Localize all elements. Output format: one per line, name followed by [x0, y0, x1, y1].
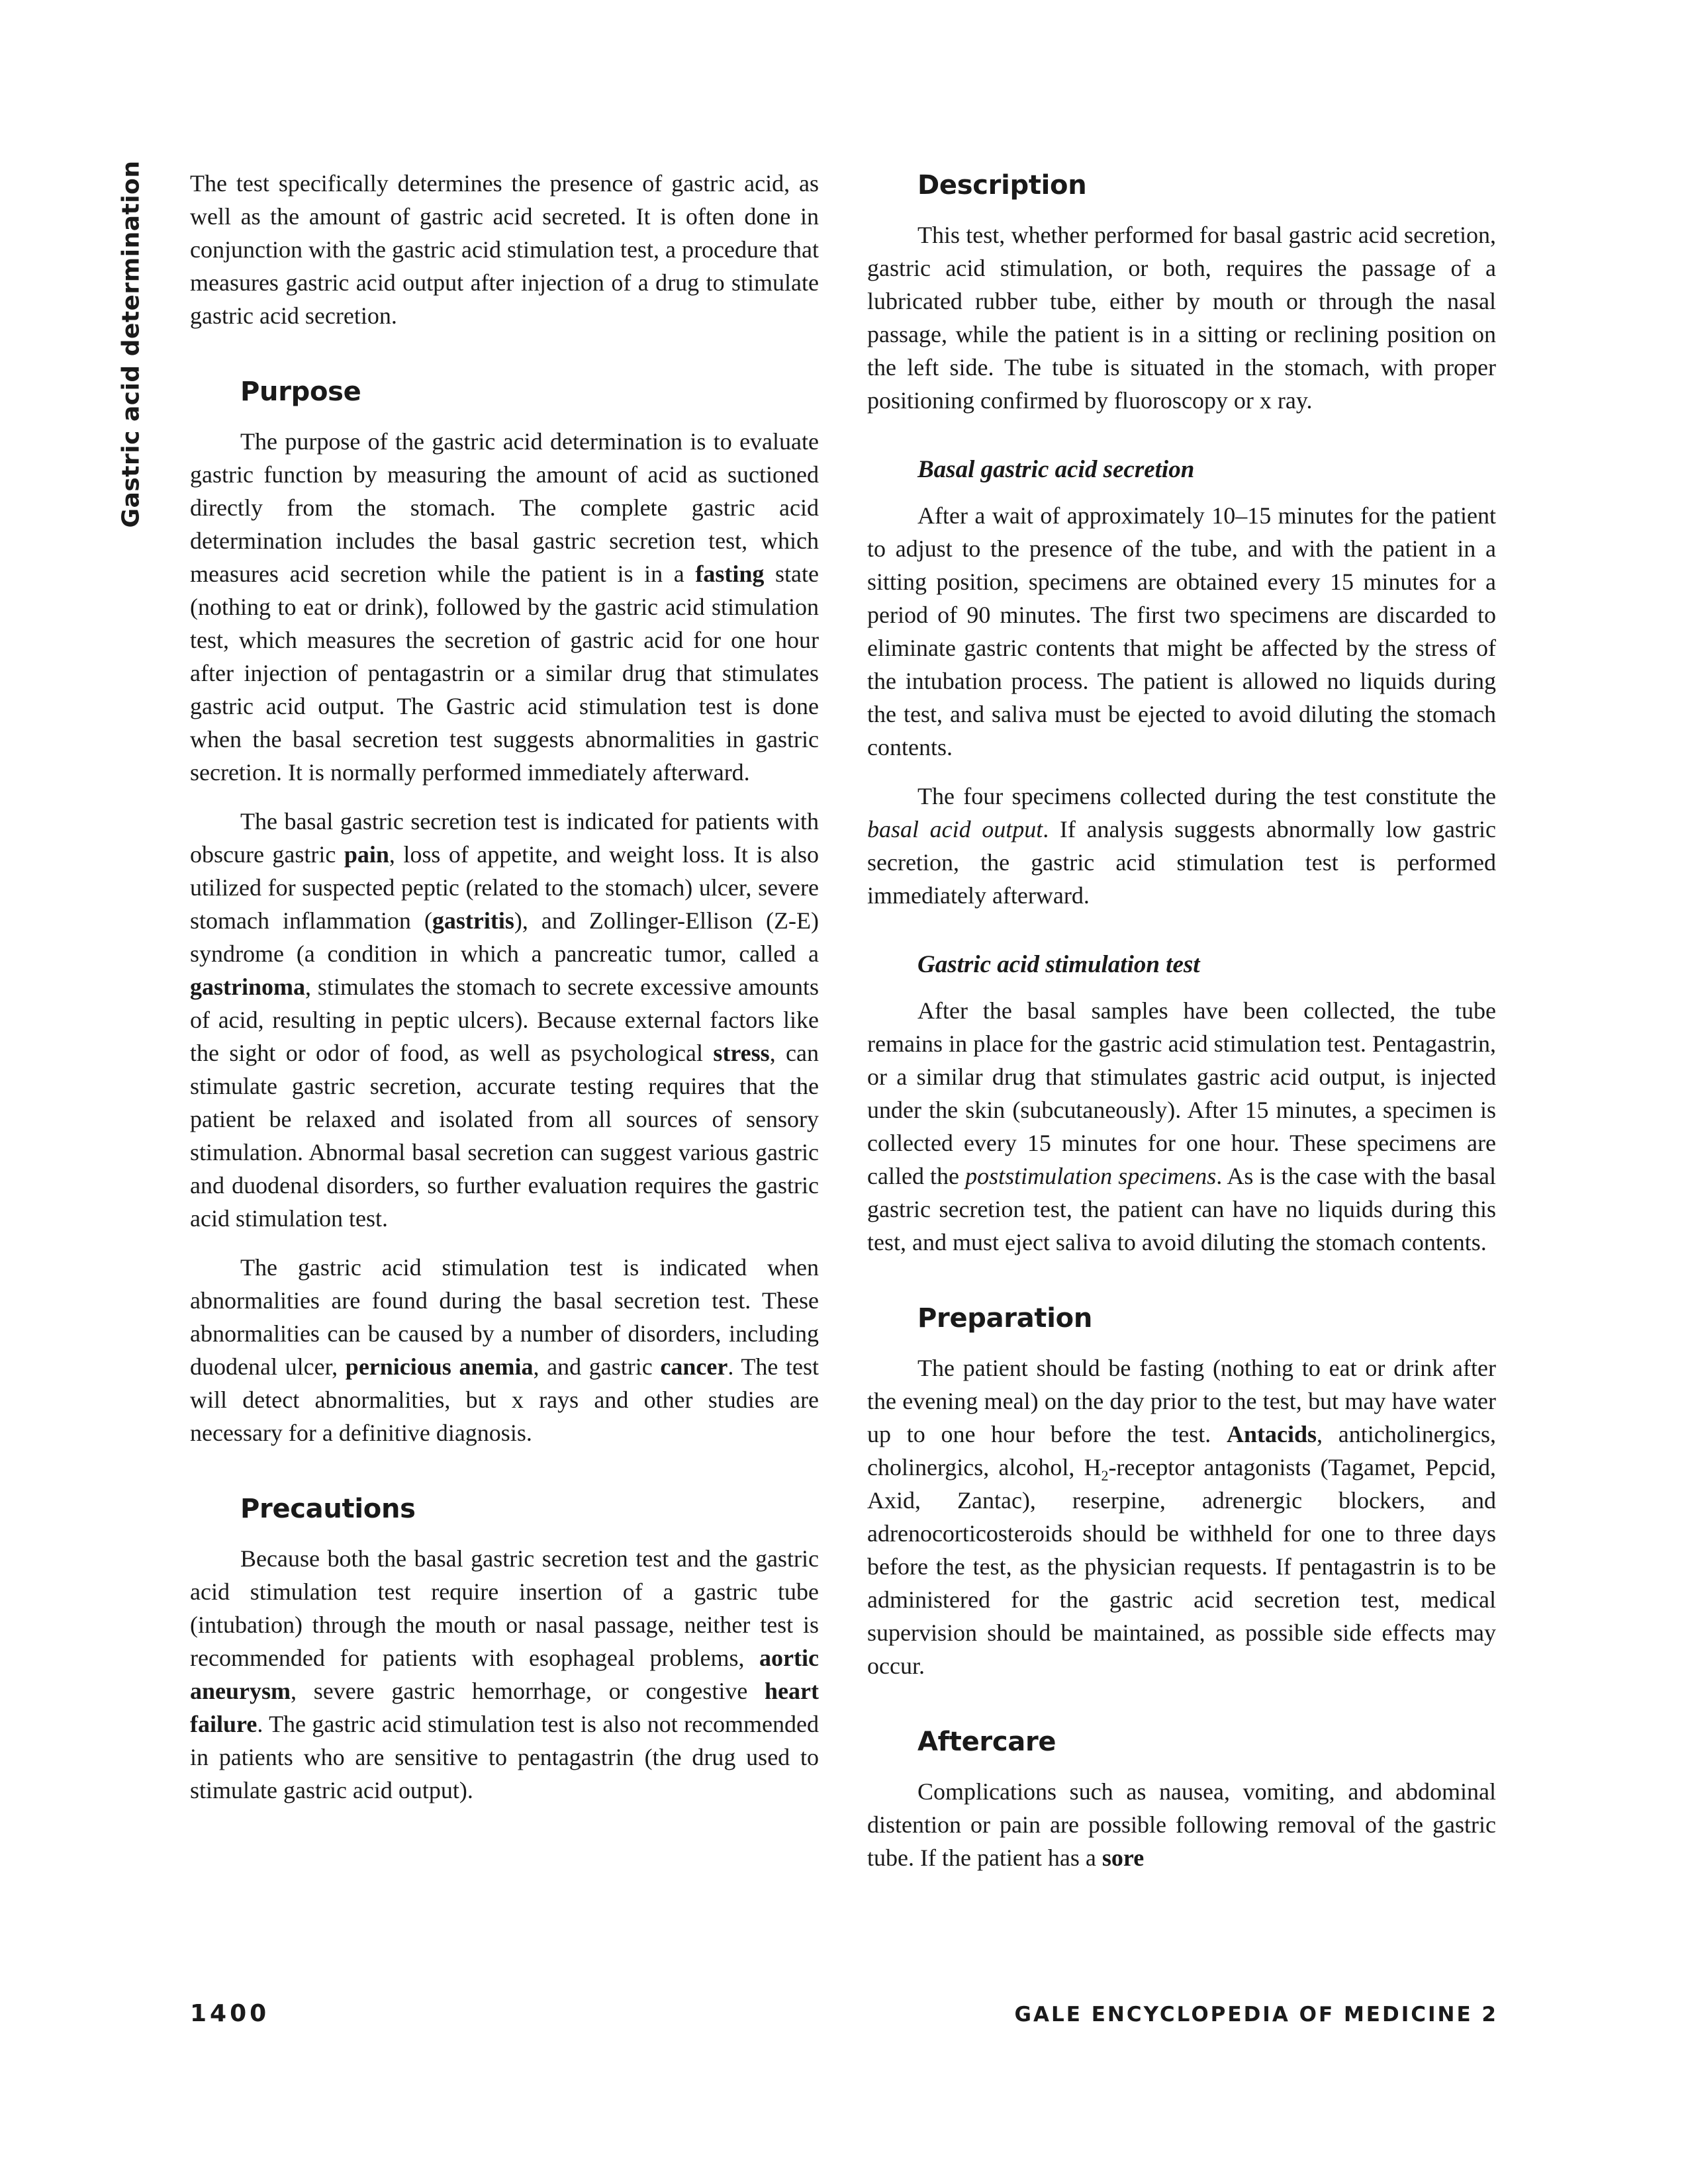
- term-pernicious-anemia[interactable]: pernicious anemia: [345, 1353, 534, 1380]
- basal-paragraph-1: After a wait of approximately 10–15 minutes for the patient to adjust to the presence of the tube, and with the patient in a sitting position, specimens are obtained every 15 minutes for a period of 90 minutes. The first two specimens are discarded to eliminate gastric contents that might be affected by the stress of the intubation process. The patient is allowed no liquids during the test, and saliva must be ejected to avoid diluting the stomach contents.: [867, 502, 1496, 760]
- purpose-paragraph-2: The basal gastric secretion test is indicated for patients with obscure gastric pain, loss of appetite, and weight loss. It is also utilized for suspected peptic (related to the stomach) ulcer, severe stomach inflammation (gastritis), and Zollinger-Ellison (Z-E) syndrome (a condition in which a pancreatic tumor, called a gastrinoma, stimulates the stomach to secrete excessive amounts of acid, resulting in peptic ulcers). Because external factors like the sight or odor of food, as well as psychological stress, can stimulate gastric secretion, accurate testing requires that the patient be relaxed and isolated from all sources of sensory stimulation. Abnormal basal secretion can suggest various gastric and duodenal disorders, so further evaluation requires the gastric acid stimulation test.: [190, 808, 820, 1232]
- description-heading: Description: [917, 170, 1087, 201]
- term-stress[interactable]: stress: [713, 1040, 770, 1066]
- side-tab-label: Gastric acid determination: [117, 160, 145, 528]
- term-fasting[interactable]: fasting: [695, 561, 765, 587]
- term-antacids[interactable]: Antacids: [1226, 1421, 1317, 1447]
- basal-paragraph-2: The four specimens collected during the test constitute the basal acid output. If analysis suggests abnormally low gastric secretion, the gastric acid stimulation test is performed immediately afterward.: [867, 783, 1496, 909]
- term-cancer[interactable]: cancer: [660, 1353, 728, 1380]
- publication-title: GALE ENCYCLOPEDIA OF MEDICINE 2: [1014, 2003, 1498, 2026]
- term-pain[interactable]: pain: [344, 841, 389, 868]
- page-number: 1400: [190, 2000, 270, 2027]
- term-sore[interactable]: sore: [1102, 1844, 1145, 1871]
- precautions-heading: Precautions: [240, 1494, 416, 1524]
- aftercare-paragraph: Complications such as nausea, vomiting, and abdominal distention or pain are possible following removal of the gastric tube. If the patient has a sore: [867, 1778, 1496, 1871]
- term-heart-failure[interactable]: heart failure: [190, 1678, 819, 1737]
- description-paragraph: This test, whether performed for basal gastric acid secretion, gastric acid stimulation, or both, requires the passage of a lubricated rubber tube, either by mouth or through the nasal passage, while the patient is in a sitting or reclining position on the left side. The tube is situated in the stomach, with proper positioning confirmed by fluoroscopy or x ray.: [867, 222, 1496, 414]
- side-tab: [111, 160, 151, 528]
- preparation-heading: Preparation: [917, 1303, 1093, 1334]
- precautions-paragraph: Because both the basal gastric secretion test and the gastric acid stimulation test require insertion of a gastric tube (intubation) through the mouth or nasal passage, neither test is recommended for patients with esophageal problems, aortic aneurysm, severe gastric hemorrhage, or congestive heart failure. The gastric acid stimulation test is also not recommended in patients who are sensitive to pentagastrin (the drug used to stimulate gastric acid output).: [190, 1545, 819, 1803]
- left-column: [190, 167, 819, 1823]
- term-aortic-aneurysm[interactable]: aortic aneurysm: [190, 1645, 819, 1704]
- intro-paragraph: The test specifically determines the presence of gastric acid, as well as the amount of gastric acid secreted. It is often done in conjunction with the gastric acid stimulation test, a procedure that measures gastric acid output after injection of a drug to stimulate gastric acid secretion.: [190, 170, 819, 329]
- purpose-heading: Purpose: [240, 377, 361, 407]
- page-footer: [190, 2000, 1498, 2033]
- stimulation-test-subheading: Gastric acid stimulation test: [917, 951, 1200, 978]
- aftercare-heading: Aftercare: [917, 1727, 1056, 1757]
- term-gastrinoma[interactable]: gastrinoma: [190, 974, 305, 1000]
- stimulation-paragraph: After the basal samples have been collected, the tube remains in place for the gastric acid stimulation test. Pentagastrin, or a similar drug that stimulates gastric acid output, is injected under the skin (subcutaneously). After 15 minutes, a specimen is collected every 15 minutes for one hour. These specimens are called the poststimulation specimens. As is the case with the basal gastric secretion test, the patient can have no liquids during this test, and must eject saliva to avoid diluting the stomach contents.: [867, 997, 1496, 1255]
- basal-secretion-subheading: Basal gastric acid secretion: [917, 456, 1195, 483]
- purpose-paragraph-3: The gastric acid stimulation test is indicated when abnormalities are found during the basal secretion test. These abnormalities can be caused by a number of disorders, including duodenal ulcer, pernicious anemia, and gastric cancer. The test will detect abnormalities, but x rays and other studies are necessary for a definitive diagnosis.: [190, 1254, 819, 1446]
- right-column: [867, 167, 1496, 1890]
- preparation-paragraph: The patient should be fasting (nothing to eat or drink after the evening meal) on the day prior to the test, but may have water up to one hour before the test. Antacids, anticholinergics, cholinergics, alcohol, $H_2$-receptor antagonists (Tagamet, Pepcid, Axid, Zantac), reserpine, adrenergic blockers, and adrenocorticosteroids should be withheld for one to three days before the test, as the physician requests. If pentagastrin is to be administered for the gastric acid secretion test, medical supervision should be maintained, as possible side effects may occur.: [867, 1355, 1496, 1679]
- term-gastritis[interactable]: gastritis: [432, 907, 514, 934]
- purpose-paragraph-1: The purpose of the gastric acid determination is to evaluate gastric function by measuring the amount of acid as suctioned directly from the stomach. The complete gastric acid determination includes the basal gastric secretion test, which measures acid secretion while the patient is in a fasting state (nothing to eat or drink), followed by the gastric acid stimulation test, which measures the secretion of gastric acid for one hour after injection of pentagastrin or a similar drug that stimulates gastric acid output. The Gastric acid stimulation test is done when the basal secretion test suggests abnormalities in gastric secretion. It is normally performed immediately afterward.: [190, 428, 819, 786]
